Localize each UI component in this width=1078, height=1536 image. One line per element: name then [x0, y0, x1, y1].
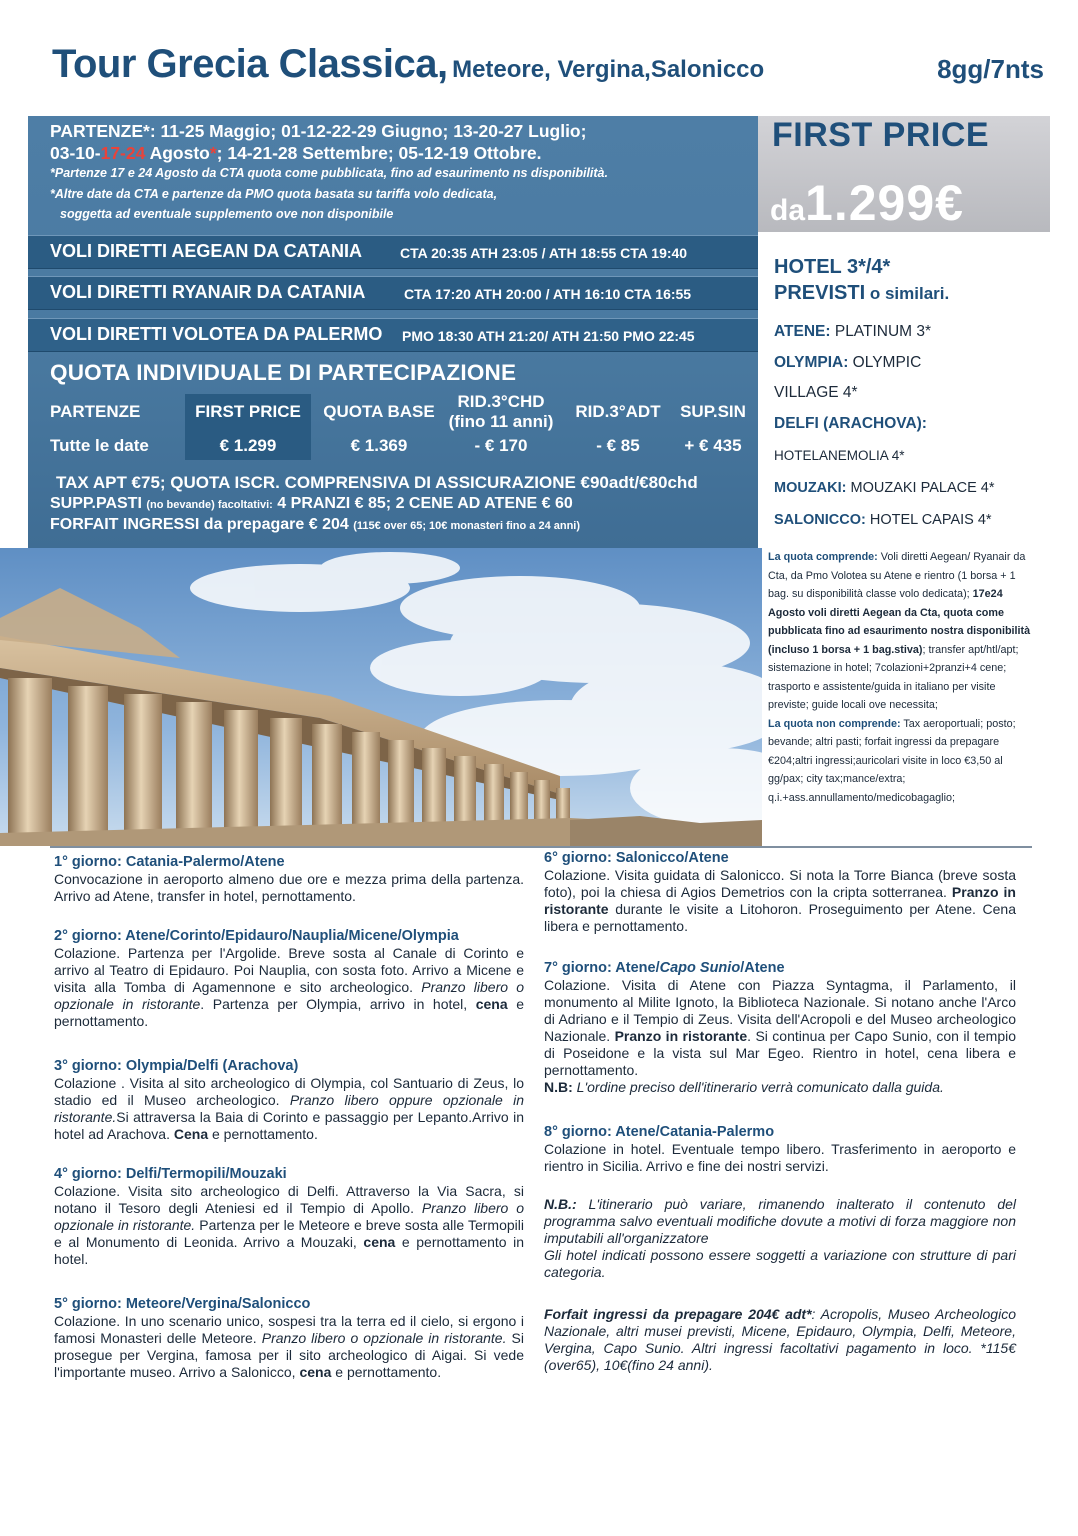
day-heading: 1° giorno: Catania-Palermo/Atene	[54, 854, 285, 870]
day-text	[54, 1313, 524, 1381]
day-text-bold: cena	[363, 1234, 396, 1250]
day-text	[54, 1183, 524, 1268]
price-prefix: da	[770, 194, 806, 227]
row-label: Tutte le date	[50, 436, 149, 455]
departures-line-2-a: 03-10-	[50, 143, 101, 163]
value-first-price: € 1.299	[219, 436, 277, 455]
forfait-text: : Acropolis, Museo Archeologico Nazionale, altri musei previsti, Micene, Epidauro, Olympia, Delfi, Meteore, Vergina, Capo Sunio. Altri ingressi facoltativi pagamento in loco. *115€(over65), 10€(fino 24 anni).	[544, 1306, 1016, 1373]
value-rid-adt: - € 85	[596, 436, 640, 455]
title-main: Tour Grecia Classica,	[52, 42, 448, 86]
hotel-name: OLYMPIC	[848, 354, 922, 371]
day-2	[54, 928, 524, 1030]
departures-line-2-b: Agosto	[145, 143, 210, 163]
nb-note-text-2: Gli hotel indicati possono essere soggetti a variazione con strutture di pari categoria.	[544, 1247, 1016, 1280]
taxes	[50, 472, 698, 536]
flight-times: CTA 20:35 ATH 23:05 / ATH 18:55 CTA 19:40	[400, 245, 688, 261]
day-text-bold: Cena	[173, 1126, 209, 1142]
flight-times: CTA 17:20 ATH 20:00 / ATH 16:10 CTA 16:55	[404, 286, 692, 302]
header-first-price: FIRST PRICE	[195, 402, 301, 421]
page-title	[52, 42, 1052, 98]
nb-note-label: N.B.:	[544, 1196, 577, 1212]
section-divider	[50, 846, 1032, 848]
day-text-a: Colazione. Visita sito archeologico di Delfi. Attraverso la Via Sacra, si notano il Tesoro degli Ateniesi ed il Tempio di Apollo.	[54, 1183, 524, 1216]
day-text	[544, 867, 1016, 935]
header-rid-chd-line-1: RID.3°CHD	[457, 392, 545, 411]
header-rid-adt: RID.3°ADT	[575, 402, 661, 421]
day-7	[544, 960, 1016, 1096]
nb-label: N.B:	[544, 1079, 573, 1095]
hotel-name: PLATINUM 3*	[830, 323, 932, 340]
value-sup-sin: + € 435	[684, 436, 742, 455]
hotel-item	[774, 504, 1044, 536]
departures-note-3: soggetta ad eventuale supplemento ove non disponibile	[60, 207, 394, 221]
day-heading	[544, 960, 1016, 977]
nb-note-text-1: L'itinerario può variare, rimanendo inalterato il contenuto del programma salvo eventuali modifiche dovute a motivi di forza maggiore non imputabili all'organizzatore	[544, 1196, 1016, 1246]
includes-text-b: ; transfer apt/htl/apt; sistemazione in hotel; 7colazioni+2pranzi+4 cene; trasporto e assistente/guida in italiano per visite previste; guide locali ove necessita;	[768, 643, 1019, 711]
day-text-c: e pernottamento.	[54, 996, 524, 1029]
day-heading: 3° giorno: Olympia/Delfi (Arachova)	[54, 1058, 299, 1074]
flight-times: PMO 18:30 ATH 21:20/ ATH 21:50 PMO 22:45	[402, 328, 695, 344]
day-5	[54, 1296, 524, 1381]
departures-note-2: *Altre date da CTA e partenze da PMO quota basata su tariffa volo dedicata,	[50, 187, 498, 201]
includes-text	[768, 548, 1038, 807]
forfait-label: Forfait ingressi da prepagare 204€ adt*	[544, 1306, 812, 1322]
day-1	[54, 854, 524, 905]
departures-line-2-c: ; 14-21-28 Settembre; 05-12-19 Ottobre.	[216, 143, 542, 163]
header-rid-chd	[442, 392, 560, 432]
day-heading: 2° giorno: Atene/Corinto/Epidauro/Nauplia/Micene/Olympia	[54, 928, 459, 944]
first-price-box	[758, 116, 1050, 232]
hotels-title-b: PREVISTI	[774, 282, 866, 304]
hotel-city: OLYMPIA:	[774, 354, 849, 371]
nb-note	[544, 1196, 1016, 1281]
day-heading: 5° giorno: Meteore/Vergina/Salonicco	[54, 1296, 311, 1312]
hotels-title-line-2	[774, 280, 949, 307]
flight-volotea	[28, 318, 758, 352]
day-text	[544, 977, 1016, 1079]
parthenon-illustration	[0, 548, 762, 846]
tax-line-1: TAX APT €75; QUOTA ISCR. COMPRENSIVA DI ASSICURAZIONE €90adt/€80chd	[56, 473, 698, 492]
day-heading-italic: Capo Sunio	[659, 960, 741, 976]
hotel-city: ATENE:	[774, 323, 831, 340]
quota-title: QUOTA INDIVIDUALE DI PARTECIPAZIONE	[50, 360, 517, 385]
day-text-italic: Pranzo libero oppure opzionale in ristorante.	[54, 1092, 524, 1125]
day-text-bold: cena	[475, 996, 508, 1012]
day-7-note	[544, 1079, 1016, 1096]
departures	[50, 120, 750, 223]
tax-line-3-small: (115€ over 65; 10€ monasteri fino a 24 anni)	[353, 520, 581, 532]
day-text-bold: Pranzo in ristorante	[544, 884, 1016, 917]
departures-star: *	[209, 143, 217, 163]
hotel-name: HOTEL CAPAIS 4*	[865, 512, 992, 528]
info-block	[28, 116, 758, 548]
hotels-title-line-1: HOTEL 3*/4*	[774, 256, 891, 278]
hotel-city: MOUZAKI:	[774, 480, 847, 496]
day-4	[54, 1166, 524, 1268]
hotel-name: VILLAGE 4*	[774, 384, 858, 401]
parthenon-photo	[0, 548, 762, 846]
day-text-a: Colazione. In uno scenario unico, sospesi tra la terra ed il cielo, si ergono i famosi Monasteri delle Meteore.	[54, 1313, 524, 1346]
day-text-b: . Partenza per Olympia, arrivo in hotel,	[200, 996, 476, 1012]
day-text-b: Partenza per le Meteore e breve sosta alle Termopili e al Monumento di Leonida. Arrivo a Mouzaki,	[54, 1217, 524, 1250]
day-heading: 8° giorno: Atene/Catania-Palermo	[544, 1124, 775, 1140]
flight-name: VOLI DIRETTI AEGEAN DA CATANIA	[50, 241, 362, 261]
nb-text: L'ordine preciso dell'itinerario verrà comunicato dalla guida.	[572, 1079, 944, 1095]
hotels-title	[774, 254, 949, 307]
day-3	[54, 1058, 524, 1143]
first-price-amount	[770, 174, 964, 232]
day-text-b: . Si continua per Capo Sunio, con il tempio di Poseidone e la vista sul Mar Egeo. Rientro in hotel, cena libera e pernottamento.	[544, 1028, 1016, 1078]
price-number: 1.299€	[805, 175, 964, 231]
hotels-title-c: o similari.	[865, 284, 950, 303]
day-text	[54, 945, 524, 1030]
day-text-b: durante le visite a Litohoron. Proseguimento per Atene. Cena libera e pernottamento.	[544, 901, 1016, 934]
departures-note-1	[50, 165, 750, 182]
includes-text-bold: 17e24 Agosto voli diretti Aegean da Cta, quota come pubblicata fino ad esaurimento nostra disponibilità (incluso 1 borsa + 1 bag.stiva)	[768, 588, 1031, 656]
tax-line-2-small: (no bevande) facoltativi:	[146, 499, 273, 511]
note-star: *	[50, 166, 55, 180]
first-price-label: FIRST PRICE	[772, 116, 990, 154]
day-8	[544, 1124, 1016, 1175]
hotel-list	[774, 316, 1044, 536]
value-quota-base: € 1.369	[350, 436, 408, 455]
hotel-name: HOTELANEMOLIA 4*	[774, 448, 905, 463]
flight-aegean	[28, 235, 758, 269]
departures-line-1: PARTENZE*: 11-25 Maggio; 01-12-22-29 Giugno; 13-20-27 Luglio;	[50, 121, 587, 141]
day-text-c: e pernottamento.	[208, 1126, 318, 1142]
includes-text-a: Voli diretti Aegean/ Ryanair da Cta, da Pmo Volotea su Atene e rientro (1 borsa + 1 bag. su disponibilità classe volo dedicata);	[768, 551, 1026, 600]
day-text-a: Colazione . Visita al sito archeologico di Olympia, col Santuario di Zeus, lo stadio ed il Museo archeologico.	[54, 1075, 524, 1108]
hotel-city: SALONICCO:	[774, 512, 866, 528]
tax-line-2	[50, 494, 698, 515]
day-text-italic: Pranzo libero o opzionale in ristorante.	[261, 1330, 507, 1346]
day-text-b: Si attraversa la Baia di Corinto e passaggio per Lepanto.Arrivo in hotel ad Arachova.	[54, 1109, 524, 1142]
excludes-label: La quota non comprende:	[768, 717, 901, 730]
header-rid-chd-line-2: (fino 11 anni)	[448, 412, 554, 431]
hotel-name: MOUZAKI PALACE 4*	[846, 480, 995, 496]
hotels-box	[758, 232, 1050, 548]
departures-red-dates: 17-24	[100, 143, 146, 163]
header-sup-sin: SUP.SIN	[680, 402, 746, 421]
day-heading-b: /Atene	[740, 960, 785, 976]
header-partenze: PARTENZE	[50, 402, 141, 421]
hotel-item	[774, 408, 1044, 440]
header-quota-base: QUOTA BASE	[323, 402, 435, 421]
note-text: Partenze 17 e 24 Agosto da CTA quota come pubblicata, fino ad esaurimento ns disponibilità.	[54, 166, 608, 180]
day-text-a: Colazione. Visita di Atene con Piazza Syntagma, il Parlamento, il monumento al Milite Ignoto, la Biblioteca Nazionale. Si notano anche l'Arco di Adriano e il Tempio di Zeus. Visita dell'Acropoli e del Museo archeologico Nazionale.	[544, 977, 1016, 1044]
day-heading: 4° giorno: Delfi/Termopili/Mouzaki	[54, 1166, 287, 1182]
hotel-item	[774, 440, 1044, 472]
day-text-b: Si prosegue per Vergina, famosa per il sito archeologico di Aigai. Si vede l'importante museo. Arrivo a Salonicco,	[54, 1330, 525, 1380]
excludes-text: Tax aeroportuali; posto; bevande; altri pasti; forfait ingressi da prepagare €204;altri ingressi;auricolari visite in loco €3,50 al gg/pax; city tax;mance/extra; q.i.+ass.annullamento/medicobagaglio;	[768, 717, 1016, 804]
day-heading: 6° giorno: Salonicco/Atene	[544, 850, 729, 866]
flight-ryanair	[28, 276, 758, 310]
includes-label: La quota comprende:	[768, 551, 878, 563]
title-duration: 8gg/7nts	[937, 54, 1044, 84]
hotel-item	[774, 316, 1044, 348]
nb-note-text	[544, 1196, 1016, 1247]
day-text: Colazione in hotel. Eventuale tempo libero. Trasferimento in aeroporto e rientro in Sicilia. Arrivo e fine dei nostri servizi.	[544, 1141, 1016, 1174]
quota-comprende	[768, 548, 1038, 715]
hotel-item	[774, 378, 1044, 408]
hotel-item	[774, 348, 1044, 378]
day-text-italic: Pranzo libero o opzionale in ristorante	[54, 979, 524, 1012]
hotel-item	[774, 472, 1044, 504]
tax-line-2-a: SUPP.PASTI	[50, 495, 147, 512]
day-text	[54, 1075, 524, 1143]
flight-name: VOLI DIRETTI VOLOTEA DA PALERMO	[50, 324, 383, 344]
tax-line-2-b: 4 PRANZI € 85; 2 CENE AD ATENE € 60	[272, 495, 573, 512]
day-6	[544, 850, 1016, 935]
departures-line-2	[50, 142, 750, 164]
flight-name: VOLI DIRETTI RYANAIR DA CATANIA	[50, 282, 366, 302]
day-text-italic: Pranzo libero o opzionale in ristorante.	[54, 1200, 524, 1233]
day-text-bold: Pranzo in ristorante	[614, 1028, 748, 1044]
day-text: Convocazione in aeroporto almeno due ore e mezza prima della partenza. Arrivo ad Atene, transfer in hotel, pernottamento.	[54, 871, 524, 904]
hotel-city: DELFI (ARACHOVA):	[774, 415, 927, 432]
day-text-bold: cena	[299, 1364, 332, 1380]
tax-line-3	[50, 515, 698, 536]
forfait-note	[544, 1306, 1016, 1374]
day-text-c: e pernottamento.	[331, 1364, 442, 1380]
quota-non-comprende	[768, 715, 1038, 808]
day-text-c: e pernottamento in hotel.	[54, 1234, 525, 1267]
title-sub: Meteore, Vergina,Salonicco	[452, 56, 765, 83]
day-text-a: Colazione. Partenza per l'Argolide. Breve sosta al Canale di Corinto e arrivo al Teatro di Epidauro. Poi Nauplia, con sosta foto. Arrivo a Micene e visita alla Tomba di Agamennone e sito archeologico.	[54, 945, 524, 995]
day-heading-a: 7° giorno: Atene/	[544, 960, 660, 976]
value-rid-chd: - € 170	[474, 436, 528, 455]
tax-line-3-a: FORFAIT INGRESSI da prepagare € 204	[50, 516, 354, 533]
day-text-a: Colazione. Visita guidata di Salonicco. Si nota la Torre Bianca (breve sosta foto), poi la chiesa di Agios Demetrios con la cripta sotterranea.	[544, 867, 1016, 900]
